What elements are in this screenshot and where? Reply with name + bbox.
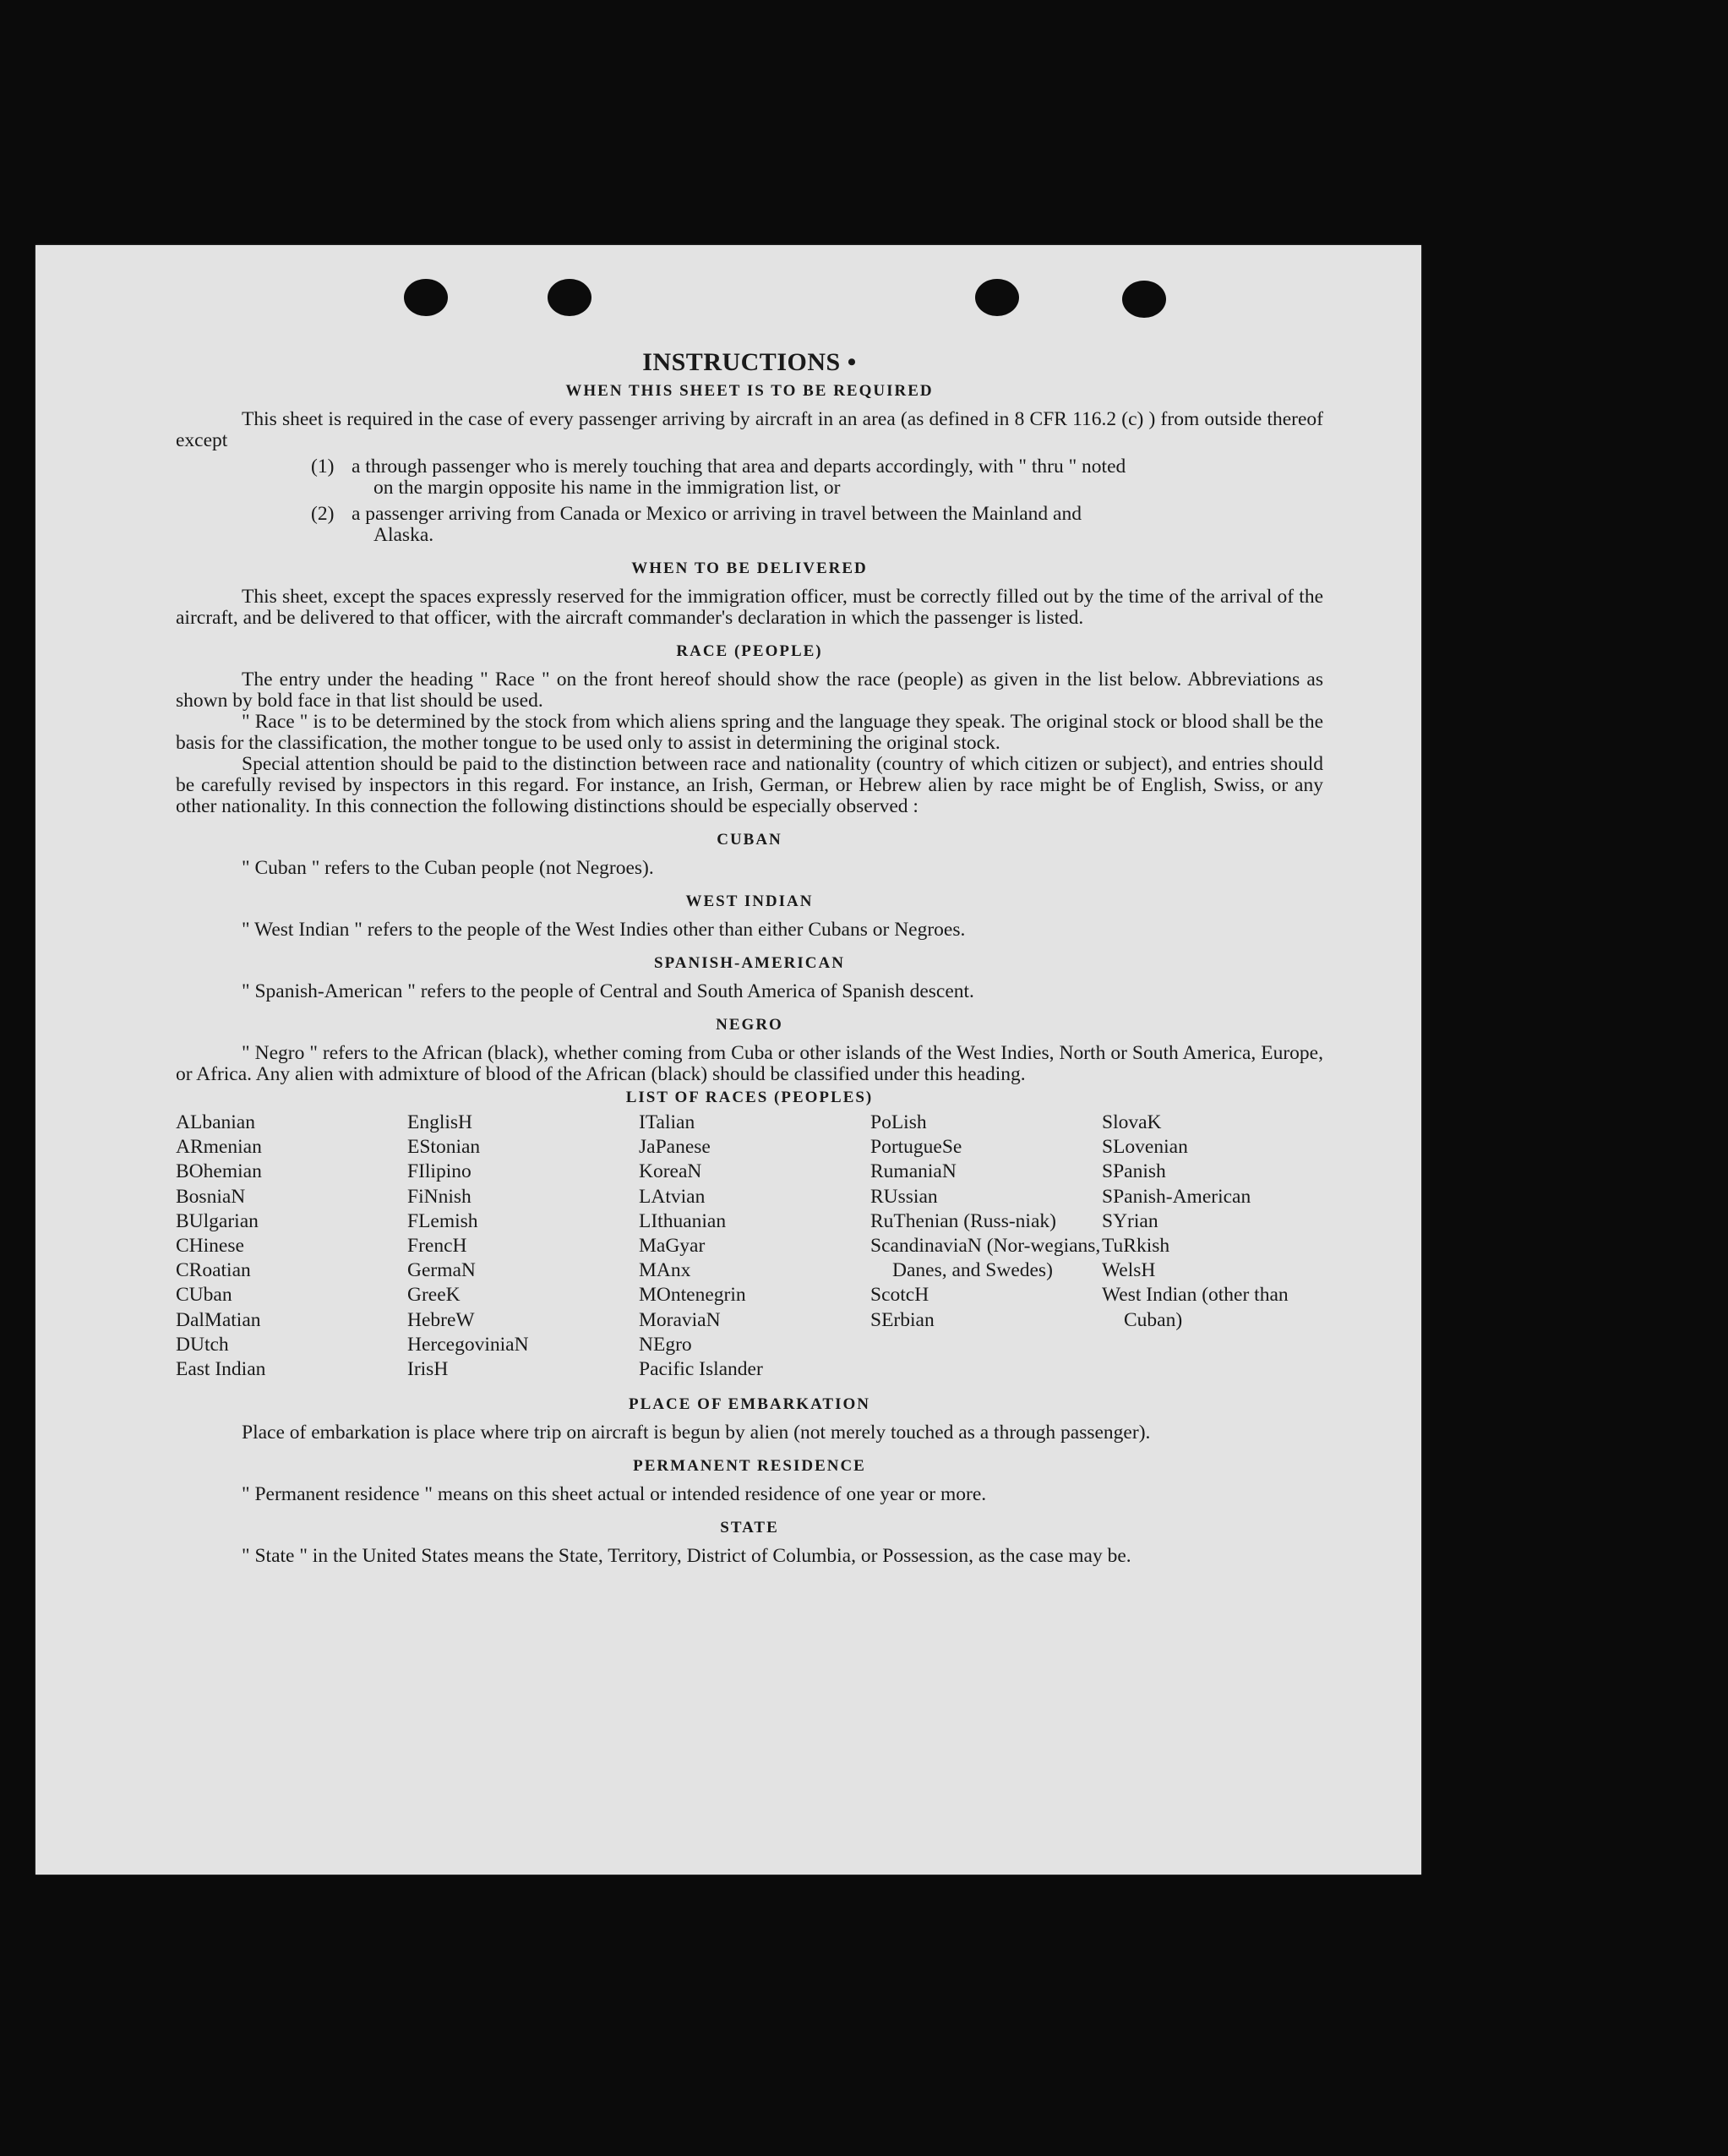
paragraph: This sheet is required in the case of every passenger arriving by aircraft in an area (as defined in 8 CFR 116.2 (c) ) from outside thereof except: [176, 408, 1323, 451]
races-list: [176, 1111, 1323, 1382]
section-heading: NEGRO: [716, 1016, 783, 1034]
race-item: West Indian (other than Cuban): [1102, 1284, 1289, 1331]
race-item: SLovenian: [1102, 1136, 1188, 1159]
race-item: WelsH: [1102, 1259, 1156, 1282]
paragraph: " Cuban " refers to the Cuban people (not Negroes).: [242, 857, 654, 879]
race-item: TuRkish: [1102, 1235, 1170, 1258]
race-item: GreeK: [407, 1284, 461, 1307]
race-item: PortugueSe: [870, 1136, 962, 1159]
race-item: SYrian: [1102, 1209, 1158, 1232]
races-column: [1102, 1111, 1323, 1382]
race-item: RuThenian (Russ-niak): [870, 1209, 1056, 1232]
race-item: RumaniaN: [870, 1160, 957, 1183]
punch-hole: [548, 279, 591, 316]
race-item: MAnx: [639, 1259, 691, 1282]
race-item: DalMatian: [176, 1308, 261, 1331]
paragraph: Place of embarkation is place where trip on aircraft is begun by alien (not merely touched as a through passenger).: [242, 1422, 1151, 1444]
race-item: SPanish: [1102, 1160, 1166, 1183]
race-item: East Indian: [176, 1358, 266, 1381]
section-heading: WEST INDIAN: [685, 892, 814, 910]
race-item: FrencH: [407, 1235, 467, 1258]
race-item: ARmenian: [176, 1136, 262, 1159]
punch-hole: [404, 279, 448, 316]
section-heading: WHEN TO BE DELIVERED: [631, 559, 868, 577]
race-item: FLemish: [407, 1209, 478, 1232]
race-item: FIlipino: [407, 1160, 472, 1183]
race-item: LIthuanian: [639, 1209, 727, 1232]
race-item: IrisH: [407, 1358, 449, 1381]
race-item: NEgro: [639, 1333, 692, 1356]
races-column: [176, 1111, 407, 1382]
race-item: ScandinaviaN (Nor-wegians, Danes, and Swedes): [870, 1235, 1101, 1282]
paragraph: " Negro " refers to the African (black), whether coming from Cuba or other islands of the West Indies, North or South America, Europe, or Africa. Any alien with admixture of blood of the African (black) should be classified under this heading.: [176, 1042, 1323, 1085]
race-item: RUssian: [870, 1185, 938, 1208]
race-item: GermaN: [407, 1259, 476, 1282]
section-heading: PLACE OF EMBARKATION: [629, 1395, 870, 1414]
race-item: HercegoviniaN: [407, 1333, 529, 1356]
section-heading: SPANISH-AMERICAN: [654, 954, 845, 972]
paragraph: This sheet, except the spaces expressly reserved for the immigration officer, must be correctly filled out by the time of the arrival of the aircraft, and be delivered to that officer, with the aircraft commander's declaration in which the passenger is listed.: [176, 586, 1323, 629]
section-heading: RACE (PEOPLE): [676, 642, 823, 660]
race-item: LAtvian: [639, 1185, 706, 1208]
race-item: SlovaK: [1102, 1111, 1162, 1133]
race-item: EnglisH: [407, 1111, 473, 1133]
section-heading: PERMANENT RESIDENCE: [633, 1457, 866, 1476]
paragraph: " Spanish-American " refers to the people of Central and South America of Spanish descent.: [242, 980, 974, 1002]
paragraph: " State " in the United States means the State, Territory, District of Columbia, or Possession, as the case may be.: [242, 1545, 1131, 1568]
race-item: CRoatian: [176, 1259, 251, 1282]
race-item: MaGyar: [639, 1235, 706, 1258]
race-item: Pacific Islander: [639, 1358, 763, 1381]
section-heading: CUBAN: [717, 831, 782, 849]
paragraph: " Permanent residence " means on this sheet actual or intended residence of one year or more.: [242, 1483, 987, 1506]
race-item: HebreW: [407, 1308, 475, 1331]
punch-hole: [975, 279, 1019, 316]
paragraph: Special attention should be paid to the distinction between race and nationality (country of which citizen or subject), and entries should be carefully revised by inspectors in this regard. For instance, an Irish, German, or Hebrew alien by race might be of English, Swiss, or any other nationality. In this connection the following distinctions should be especially observed :: [176, 753, 1323, 817]
race-item: CHinese: [176, 1235, 244, 1258]
race-item: PoLish: [870, 1111, 927, 1133]
document-content: [176, 348, 1323, 1567]
race-item: SPanish-American: [1102, 1185, 1251, 1208]
race-item: MOntenegrin: [639, 1284, 746, 1307]
race-item: BOhemian: [176, 1160, 262, 1183]
paragraph: The entry under the heading " Race " on the front hereof should show the race (people) as given in the list below. Abbreviations as shown by bold face in that list should be used.: [176, 669, 1323, 712]
race-item: SErbian: [870, 1308, 935, 1331]
race-item: KoreaN: [639, 1160, 702, 1183]
document-title: INSTRUCTIONS •: [642, 348, 857, 376]
exception-item-1: (1) a through passenger who is merely touching that area and departs accordingly, with " thru " noted on the margin opposite his name in the immigration list, or: [311, 456, 1126, 499]
punch-hole: [1122, 281, 1166, 318]
document-sheet: [35, 245, 1421, 1875]
paragraph: " Race " is to be determined by the stock from which aliens spring and the language they speak. The original stock or blood shall be the basis for the classification, the mother tongue to be used only to assist in determining the original stock.: [176, 711, 1323, 754]
section-heading: WHEN THIS SHEET IS TO BE REQUIRED: [565, 382, 934, 400]
exception-item-2: (2) a passenger arriving from Canada or Mexico or arriving in travel between the Mainland and Alaska.: [311, 503, 1082, 546]
race-item: DUtch: [176, 1333, 229, 1356]
race-item: ScotcH: [870, 1284, 929, 1307]
section-heading: STATE: [720, 1519, 779, 1537]
race-item: BUlgarian: [176, 1209, 259, 1232]
race-item: FiNnish: [407, 1185, 472, 1208]
races-column: [870, 1111, 1102, 1382]
race-item: BosniaN: [176, 1185, 246, 1208]
races-column: [639, 1111, 870, 1382]
race-item: MoraviaN: [639, 1308, 721, 1331]
race-item: ITalian: [639, 1111, 695, 1133]
paragraph: " West Indian " refers to the people of the West Indies other than either Cubans or Negroes.: [242, 919, 966, 941]
race-item: CUban: [176, 1284, 232, 1307]
race-item: EStonian: [407, 1136, 481, 1159]
races-column: [407, 1111, 639, 1382]
race-item: JaPanese: [639, 1136, 711, 1159]
race-item: ALbanian: [176, 1111, 255, 1133]
section-heading: LIST OF RACES (PEOPLES): [625, 1089, 874, 1106]
